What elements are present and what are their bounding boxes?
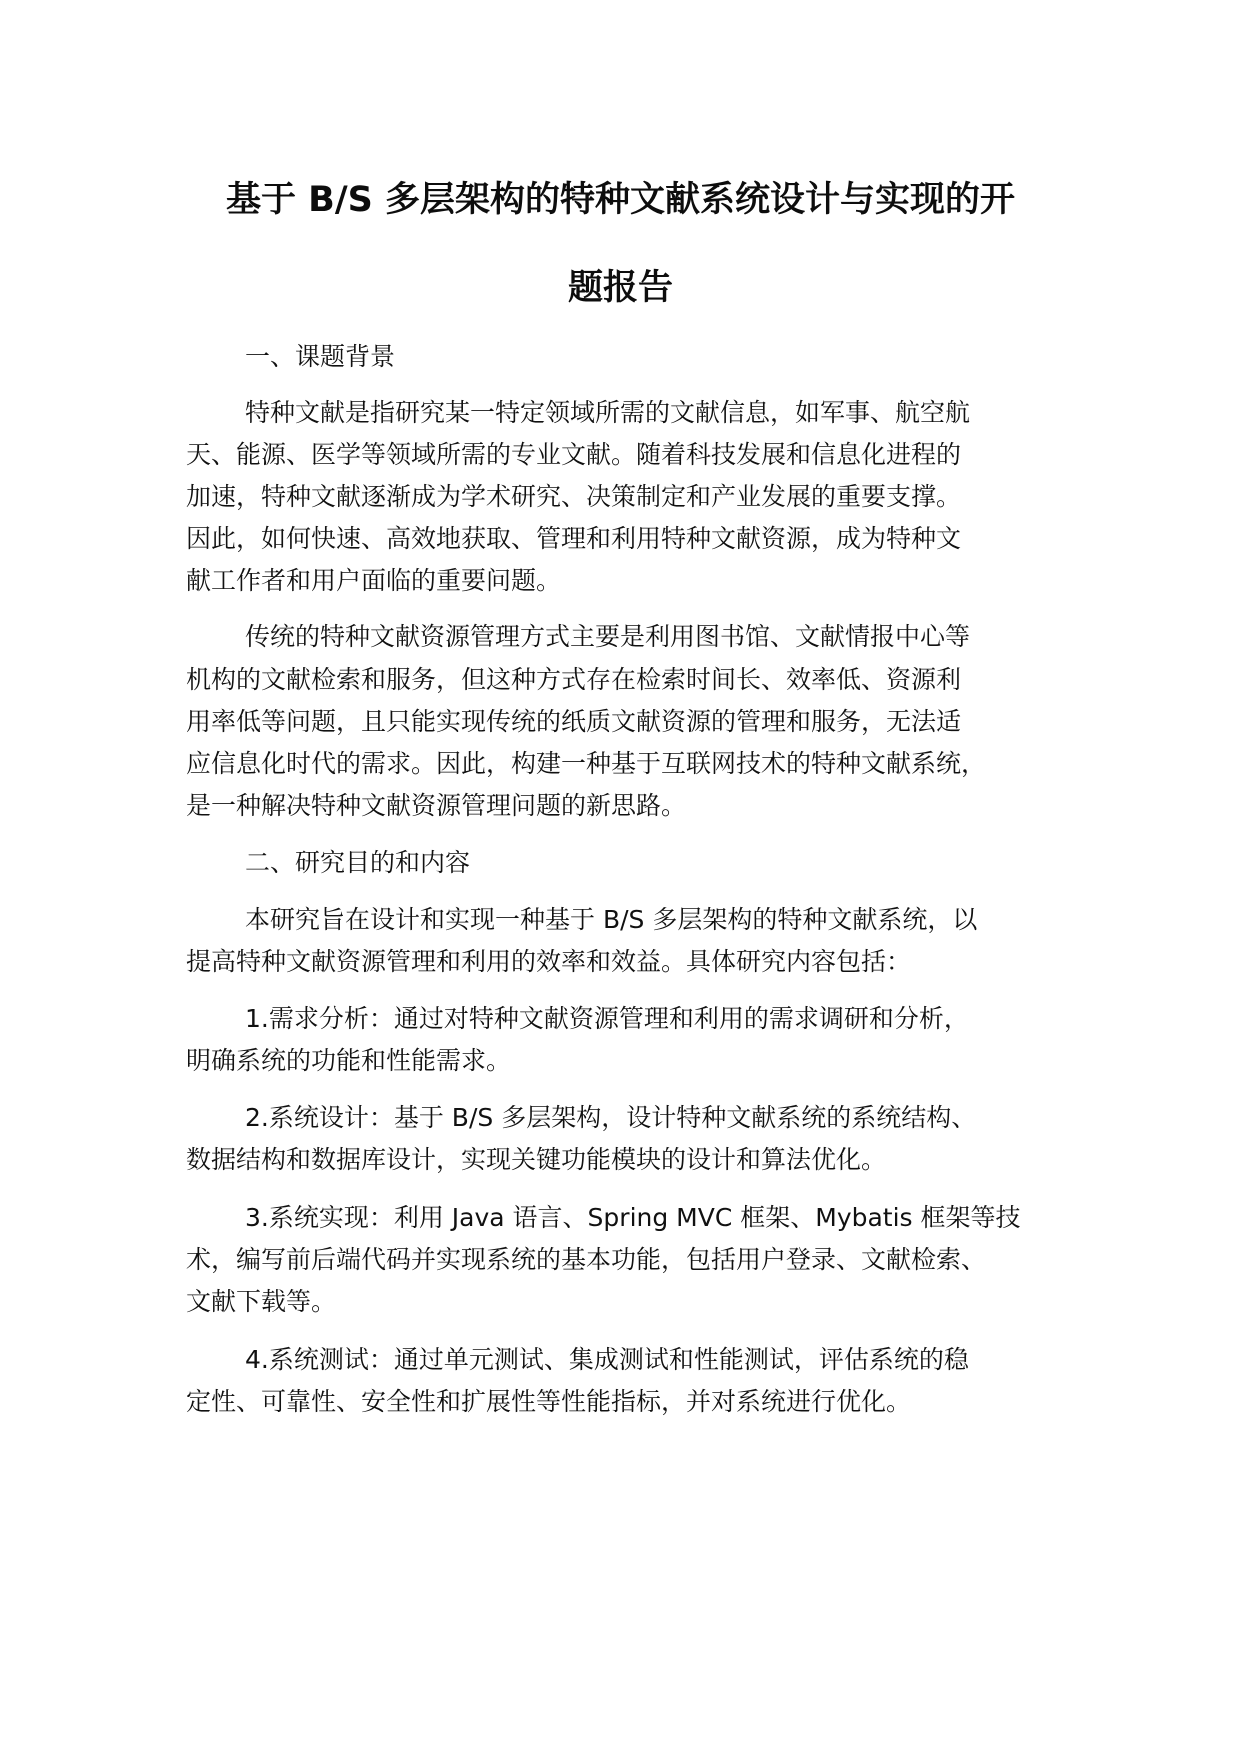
paragraph-2-line-5: 是一种解决特种文献资源管理问题的新思路。 [186, 791, 687, 820]
paragraph-1-line-3: 加速，特种文献逐渐成为学术研究、决策制定和产业发展的重要支撑。 [186, 482, 962, 511]
list-item-2-line-1: 2.系统设计：基于 B/S 多层架构，设计特种文献系统的系统结构、 [245, 1103, 977, 1132]
document-title-line-1: 基于 B/S 多层架构的特种文献系统设计与实现的开 [225, 180, 1016, 220]
list-item-4-line-1: 4.系统测试：通过单元测试、集成测试和性能测试，评估系统的稳 [245, 1345, 969, 1374]
paragraph-1-line-4: 因此，如何快速、高效地获取、管理和利用特种文献资源，成为特种文 [186, 524, 962, 553]
paragraph-1-line-2: 天、能源、医学等领域所需的专业文献。随着科技发展和信息化进程的 [186, 440, 962, 469]
list-item-3-line-3: 文献下载等。 [186, 1287, 337, 1316]
list-item-1-line-1: 1.需求分析：通过对特种文献资源管理和利用的需求调研和分析， [245, 1004, 969, 1033]
section-heading-background: 一、课题背景 [245, 342, 396, 371]
list-item-3-line-2: 术，编写前后端代码并实现系统的基本功能，包括用户登录、文献检索、 [186, 1245, 987, 1274]
paragraph-2-line-4: 应信息化时代的需求。因此，构建一种基于互联网技术的特种文献系统， [186, 749, 987, 778]
section-heading-objectives: 二、研究目的和内容 [245, 848, 471, 877]
paragraph-2-line-2: 机构的文献检索和服务，但这种方式存在检索时间长、效率低、资源利 [186, 665, 962, 694]
document-title-line-2: 题报告 [567, 268, 673, 308]
paragraph-1-line-5: 献工作者和用户面临的重要问题。 [186, 566, 562, 595]
paragraph-3-line-1: 本研究旨在设计和实现一种基于 B/S 多层架构的特种文献系统，以 [245, 905, 978, 934]
list-item-4-line-2: 定性、可靠性、安全性和扩展性等性能指标，并对系统进行优化。 [186, 1387, 912, 1416]
paragraph-2-line-3: 用率低等问题，且只能实现传统的纸质文献资源的管理和服务，无法适 [186, 707, 962, 736]
list-item-2-line-2: 数据结构和数据库设计，实现关键功能模块的设计和算法优化。 [186, 1145, 887, 1174]
list-item-3-line-1: 3.系统实现：利用 Java 语言、Spring MVC 框架、Mybatis 框架等技 [245, 1203, 1021, 1232]
list-item-1-line-2: 明确系统的功能和性能需求。 [186, 1046, 512, 1075]
paragraph-1-line-1: 特种文献是指研究某一特定领域所需的文献信息，如军事、航空航 [245, 398, 971, 427]
paragraph-2-line-1: 传统的特种文献资源管理方式主要是利用图书馆、文献情报中心等 [245, 622, 971, 651]
paragraph-3-line-2: 提高特种文献资源管理和利用的效率和效益。具体研究内容包括： [186, 947, 912, 976]
